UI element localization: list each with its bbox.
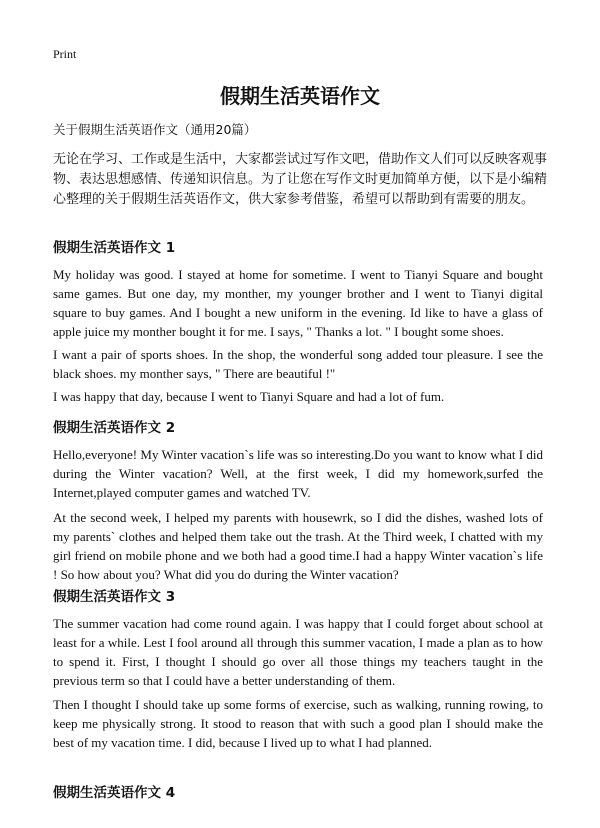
intro-paragraph: 无论在学习、工作或是生活中，大家都尝试过写作文吧，借助作文人们可以反映客观事物、表达思想感情、传递知识信息。为了让您在写作文时更加简单方便，以下是小编精心整理的关于假期生活英语作文，供大家参考借鉴，希望可以帮助到有需要的朋友。 <box>53 152 548 207</box>
section-1-paragraph-2: I want a pair of sports shoes. In the shop, the wonderful song added tour pleasure. I see the black shoes. my monther says, " There are beautiful !" <box>53 347 543 381</box>
section-1-paragraph-3: I was happy that day, because I went to Tianyi Square and had a lot of fum. <box>53 389 445 404</box>
section-3-paragraph-1: The summer vacation had come round again. I was happy that I could forget about school at least for a while. Lest I fool around all through this summer vacation, I made a plan as to how to spend it. First, I thought I should go over all those things my teachers taught in the previous term so that I could have a better understanding of them. <box>53 616 543 688</box>
section-2-paragraph-1: Hello,everyone! My Winter vacation`s life was so interesting.Do you want to know what I did during the Winter vacation? Well, at the first week, I did my homework,surfed the Internet,played computer games and watched TV. <box>53 447 543 500</box>
subtitle: 关于假期生活英语作文（通用20篇） <box>53 122 257 137</box>
section-2-paragraph-2: At the second week, I helped my parents with housewrk, so I did the dishes, washed lots of my parents` clothes and helped them take out the trash. At the Third week, I chatted with my girl friend on mobile phone and we both had a good time.I had a happy Winter vacation`s life ! So how about you? What did you do during the Winter vacation? <box>53 510 543 582</box>
section-heading-2: 假期生活英语作文 2 <box>53 420 176 436</box>
section-heading-4: 假期生活英语作文 4 <box>53 785 176 801</box>
section-1-paragraph-1: My holiday was good. I stayed at home for sometime. I went to Tianyi Square and bought same games. But one day, my monther, my younger brother and I went to Tianyi digital square to buy games. And I bought a new uniform in the evening. Id like to have a glass of apple juice my monther bought it for me. I says, " Thanks a lot. " I bought some shoes. <box>53 267 543 339</box>
print-label[interactable]: Print <box>53 47 77 61</box>
section-heading-1: 假期生活英语作文 1 <box>53 240 176 256</box>
section-heading-3: 假期生活英语作文 3 <box>53 589 176 605</box>
section-3-paragraph-2: Then I thought I should take up some forms of exercise, such as walking, running rowing, to keep me physically strong. It stood to reason that with such a good plan I should make the best of my vacation time. I did, because I lived up to what I had planned. <box>53 697 543 750</box>
page-title: 假期生活英语作文 <box>220 84 380 108</box>
